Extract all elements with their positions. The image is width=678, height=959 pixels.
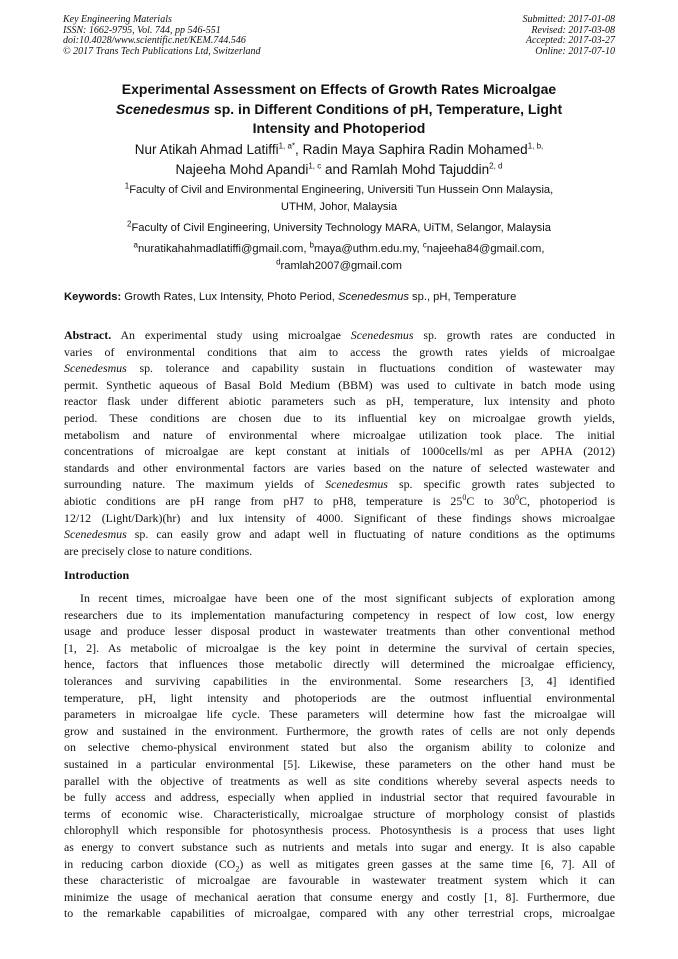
intro-line: temperature, pH, light intensity and photoperiods are the outmost influential environmental xyxy=(64,690,615,705)
intro-line: to the remarkable capabilities of microalgae, compared with any other terrestrial crops, microalgae xyxy=(64,906,615,921)
intro-line: on selective chemo-physical environment stated but also the organism ability to colonize and xyxy=(64,740,615,755)
aff2-sup: 2 xyxy=(127,219,132,229)
email-d-sup: d xyxy=(276,256,281,266)
author-and: and xyxy=(321,162,352,177)
aff1-text: Faculty of Civil and Environmental Engineering, Universiti Tun Hussein Onn Malaysia, xyxy=(129,184,554,196)
email-d-link[interactable]: ramlah2007@gmail.com xyxy=(280,259,402,272)
abstract-line: 12/12 (Light/Dark)(hr) and lux intensity of 4000. Significant of these findings shows microalgae xyxy=(64,510,615,525)
intro-line: be fully access and address, especially when applied in industrial sector that required favourable in xyxy=(64,790,615,805)
author-1-sup: 1, a* xyxy=(278,141,296,151)
abstract-line xyxy=(64,493,615,510)
intro-line: minimize the usage of mechanical aeration that consume energy and costly [1, 8]. Furthermore, due xyxy=(64,889,615,904)
intro-line: parameters in microalgae life cycle. These parameters will determine how fast the microalgae will xyxy=(64,707,615,722)
email-b-link[interactable]: maya@uthm.edu.my, xyxy=(314,243,423,255)
abstract-line: varies of environmental conditions that aim to access the growth rates yields of microalgae xyxy=(64,344,615,359)
email-a-link[interactable]: nuratikahahmadlatiffi@gmail.com, xyxy=(137,243,310,255)
intro-text: ) as well as mitigates green gasses at the same time [6, 7]. All of xyxy=(239,856,616,871)
affiliation-2 xyxy=(30,220,648,237)
abstract xyxy=(64,327,615,559)
abstract-line: period. These conditions are chosen due to its influential key on microalgae growth yields, xyxy=(64,410,615,425)
issn: ISSN: 1662-9795, Vol. 744, pp 546-551 xyxy=(63,24,221,36)
abstract-line: are precisely close to nature conditions. xyxy=(64,543,253,558)
keywords xyxy=(64,290,624,305)
degree-sup: 0 xyxy=(462,492,467,502)
intro-line: In recent times, microalgae have been one of the most significant subjects of exploration among xyxy=(80,591,615,605)
email-c-sup: c xyxy=(422,240,427,250)
author-2-sup: 1, b, xyxy=(527,141,544,151)
author-3-sup: 1, c xyxy=(308,161,322,171)
revised-date: Revised: 2017-03-08 xyxy=(531,24,615,36)
abstract-text: An experimental study using microalgae xyxy=(111,328,351,342)
abstract-text: C, photoperiod is xyxy=(519,493,615,508)
author-2: Radin Maya Saphira Radin Mohamed xyxy=(302,142,528,157)
keywords-text-2: sp., pH, Temperature xyxy=(408,291,517,303)
email-line-2 xyxy=(30,258,648,275)
title-line-2 xyxy=(40,100,638,120)
copyright: © 2017 Trans Tech Publications Ltd, Switzerland xyxy=(63,45,261,57)
title-line-3: Intensity and Photoperiod xyxy=(252,120,426,136)
intro-line: [1, 2]. As metabolic of microalgae is the key point in determine the survival of certain species, xyxy=(64,640,615,655)
species-name: Scenedesmus xyxy=(64,527,127,542)
intro-line: tolerances and surviving capabilities in the environmental. Some researchers [3, 4] identified xyxy=(64,673,615,688)
intro-line: hence, factors that influences those metabolic directly will determined the microalgae efficiency, xyxy=(64,657,615,672)
introduction-body xyxy=(64,590,615,922)
keywords-species: Scenedesmus xyxy=(338,291,409,303)
paper-title xyxy=(40,80,638,139)
online-date: Online: 2017-07-10 xyxy=(535,45,615,57)
abstract-label: Abstract. xyxy=(64,328,112,342)
intro-line: chlorophyll which responsible for photosynthesis process. Photosynthesis is a process that uses light xyxy=(64,823,615,838)
title-line-1: Experimental Assessment on Effects of Growth Rates Microalgae xyxy=(121,81,557,97)
abstract-line xyxy=(64,360,615,377)
intro-line: these characteristic of microalgae are favourable in wastewater treatment system which it can xyxy=(64,873,615,888)
email-b-sup: b xyxy=(309,240,314,250)
abstract-line: reactor flask under different abiotic parameters such as pH, temperature, lux intensity and photo xyxy=(64,394,615,409)
abstract-line: concentrations of microalgae are kept constant at initials of 1000cells/ml as per APHA (2012) xyxy=(64,444,615,459)
affiliation-1-line-1 xyxy=(30,182,648,199)
species-name: Scenedesmus xyxy=(325,477,388,492)
author-4-sup: 2, d xyxy=(489,161,503,171)
degree-sup: 0 xyxy=(515,492,520,502)
abstract-line xyxy=(64,476,615,493)
section-heading-introduction: Introduction xyxy=(64,568,130,582)
journal-info xyxy=(63,15,261,57)
abstract-text: sp. tolerance and capability sustain in fluctuations condition of wastewater may xyxy=(126,361,615,376)
affiliation-1-line-2: UTHM, Johor, Malaysia xyxy=(280,200,398,213)
abstract-text: sp. growth rates are conducted in xyxy=(413,328,615,342)
email-a-sup: a xyxy=(133,240,138,250)
intro-line: usage and produce lesser disposal product in wastewater treatments than other conventional method xyxy=(64,624,615,639)
intro-line: sustained in a particular environmental [5]. Likewise, these parameters on the other hand must be xyxy=(64,756,615,771)
title-line-2-rest: sp. in Different Conditions of pH, Temperature, Light xyxy=(210,100,563,117)
abstract-line xyxy=(64,327,615,344)
intro-line: as energy to convert substance such as nutrients and metals into sugar and energy. It is also capable xyxy=(64,839,615,854)
abstract-line: standards and other environmental factors are varies based on the nature of selected wastewater and xyxy=(64,460,615,475)
author-emails xyxy=(30,241,648,274)
author-4: Ramlah Mohd Tajuddin xyxy=(351,162,490,177)
abstract-text: sp. can easily grow and adapt well in fluctuating of nature conditions as the optimums xyxy=(126,527,615,542)
species-name: Scenedesmus xyxy=(64,361,127,376)
journal-name: Key Engineering Materials xyxy=(63,14,172,25)
abstract-text: sp. specific growth rates subjected to xyxy=(387,477,615,492)
accepted-date: Accepted: 2017-03-27 xyxy=(525,35,615,47)
doi: doi:10.4028/www.scientific.net/KEM.744.546 xyxy=(63,35,246,47)
title-species: Scenedesmus xyxy=(115,100,211,117)
species-name: Scenedesmus xyxy=(350,328,414,342)
submitted-date: Submitted: 2017-01-08 xyxy=(522,14,615,25)
intro-line: terms of economic wise. Characteristically, microalgae structure of morphology consist of plastids xyxy=(64,806,615,821)
co2-subscript: 2 xyxy=(235,863,240,873)
author-line-2 xyxy=(30,160,648,180)
email-line-1 xyxy=(30,241,648,258)
author-separator: , xyxy=(295,142,303,157)
publication-dates xyxy=(523,15,616,57)
intro-line: researchers due to its implementation manufacturing competency in respect of low cost, low energy xyxy=(64,607,615,622)
keywords-text-1: Growth Rates, Lux Intensity, Photo Period, xyxy=(121,291,339,303)
abstract-text: surrounding nature. The maximum yields of xyxy=(64,477,326,492)
affiliation-2-line-1 xyxy=(30,220,648,237)
abstract-line xyxy=(64,526,615,543)
intro-text: in reducing carbon dioxide (CO xyxy=(64,856,236,871)
keywords-label: Keywords: xyxy=(64,291,122,303)
email-c-link[interactable]: najeeha84@gmail.com, xyxy=(426,243,545,255)
author-list xyxy=(30,140,648,180)
abstract-text: abiotic conditions are pH range from pH7 to pH8, temperature is 25 xyxy=(64,493,463,508)
abstract-line: permit. Synthetic aqueous of Basal Bold Medium (BBM) was used to cultivate in batch mode using xyxy=(64,377,615,392)
author-line-1 xyxy=(30,140,648,160)
abstract-line: metabolism and nature of environmental where microalgae utilization took place. The initial xyxy=(64,427,615,442)
aff2-text: Faculty of Civil Engineering, University Technology MARA, UiTM, Selangor, Malaysia xyxy=(131,222,551,234)
intro-line: parallel with the objective of treatments as well as site conditions whereby several aspects needs to xyxy=(64,773,615,788)
author-3: Najeeha Mohd Apandi xyxy=(175,162,309,177)
author-1: Nur Atikah Ahmad Latiffi xyxy=(134,142,279,157)
intro-line: grow and sustained in the environment. Furthermore, the growth rates of cells are not only depends xyxy=(64,723,615,738)
abstract-text: C to 30 xyxy=(466,493,516,508)
aff1-sup: 1 xyxy=(124,181,130,191)
intro-line xyxy=(64,856,615,873)
affiliation-1 xyxy=(30,182,648,215)
